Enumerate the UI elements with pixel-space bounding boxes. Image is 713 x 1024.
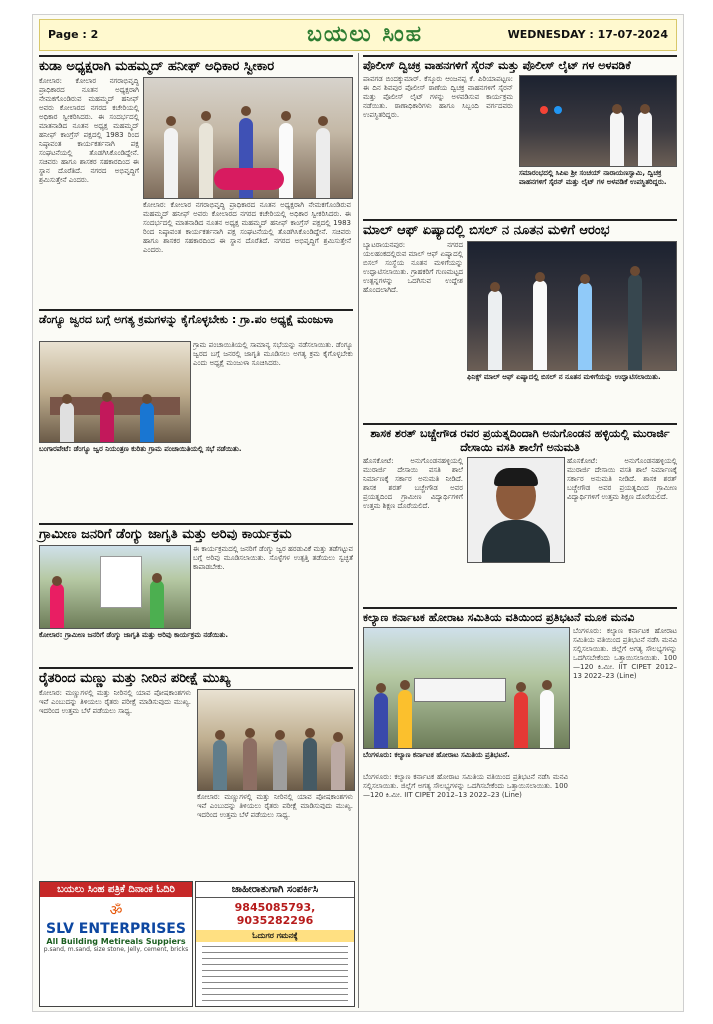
article-headline: ಶಾಸಕ ಶರತ್ ಬಚ್ಚೇಗೌಡ ರವರ ಪ್ರಯತ್ನದಿಂದಾಗಿ ಅನುಗೊಂಡನ ಹಳ್ಳಿಯಲ್ಲಿ ಮುರಾರ್ಜಿ ದೇಸಾಯಿ ವಸತಿ ಶಾಲೆಗೆ ಅನುಮತಿ bbox=[363, 423, 677, 455]
article-headline: ರೈತರಿಂದ ಮಣ್ಣು ಮತ್ತು ನೀರಿನ ಪರೀಕ್ಷೆ ಮುಖ್ಯ bbox=[39, 667, 353, 687]
photo-caption: ಬೆಂಗಳೂರು: ಕಲ್ಯಾಣ ಕರ್ನಾಟಕ ಹೋರಾಟ ಸಮಿತಿಯ ಪ್ರತಿಭಟನೆ. bbox=[363, 751, 510, 759]
article-kuda bbox=[39, 55, 353, 305]
newspaper-page bbox=[32, 14, 684, 1012]
article-photo bbox=[467, 241, 677, 371]
photo-caption: ಬಂಗಾರಪೇಟೆ: ಡೆಂಗ್ಯೂ ಜ್ವರ ನಿಯಂತ್ರಣ ಕುರಿತು ಗ್ರಾಮ ಪಂಚಾಯಿತಿಯಲ್ಲಿ ಸಭೆ ನಡೆಯಿತು. bbox=[39, 445, 242, 453]
contact-phone: 9845085793, 9035282296 bbox=[234, 901, 316, 927]
article-headline: ಕಲ್ಯಾಣ ಕರ್ನಾಟಕ ಹೋರಾಟ ಸಮಿತಿಯ ವತಿಯಿಂದ ಪ್ರತಿಭಟನೆ ಮೂಕ ಮನವಿ bbox=[363, 607, 677, 625]
article-headline: ಗ್ರಾಮೀಣ ಜನರಿಗೆ ಡೆಂಗ್ಯು ಜಾಗೃತಿ ಮತ್ತು ಅರಿವು ಕಾರ್ಯಕ್ರಮ bbox=[39, 523, 353, 543]
ad-tagline: p.sand, m.sand, size stone, Jelly, cement, bricks bbox=[43, 946, 189, 953]
article-body: ಹೊಸಕೋಟೆ: ಅನುಗೊಂಡನಹಳ್ಳಿಯಲ್ಲಿ ಮುರಾರ್ಜಿ ದೇಸಾಯಿ ವಸತಿ ಶಾಲೆ ನಿರ್ಮಾಣಕ್ಕೆ ಸರ್ಕಾರ ಅನುಮತಿ ನೀಡಿದೆ. ಶಾಸಕ ಶರತ್ ಬಚ್ಚೇಗೌಡ ಅವರ ಪ್ರಯತ್ನದಿಂದ ಗ್ರಾಮೀಣ ವಿದ್ಯಾರ್ಥಿಗಳಿಗೆ ಉತ್ತಮ ಶಿಕ್ಷಣ ದೊರೆಯಲಿದೆ. bbox=[363, 457, 463, 510]
article-photo bbox=[39, 341, 191, 443]
article-police-siren bbox=[363, 55, 677, 215]
issue-date: WEDNESDAY : 17-07-2024 bbox=[507, 28, 668, 41]
article-body-side: ಬೆಂಗಳೂರು: ಕಲ್ಯಾಣ ಕರ್ನಾಟಕ ಹೋರಾಟ ಸಮಿತಿಯ ವತಿಯಿಂದ ಪ್ರತಿಭಟನೆ ನಡೆಸಿ ಮನವಿ ಸಲ್ಲಿಸಲಾಯಿತು. ಜಿಲ್ಲೆಗೆ ಅಗತ್ಯ ಸೌಲಭ್ಯಗಳನ್ನು ಒದಗಿಸಬೇಕೆಂದು ಒತ್ತಾಯಿಸಲಾಯಿತು. 100—120 ಕಿ.ಮೀ. IIT CIPET 2012–13 2022–23 (Line) bbox=[573, 627, 677, 680]
article-photo bbox=[519, 75, 677, 167]
notice-text-lines bbox=[202, 946, 348, 1006]
article-headline: ಡೆಂಗ್ಯೂ ಜ್ವರದ ಬಗ್ಗೆ ಅಗತ್ಯ ಕ್ರಮಗಳನ್ನು ಕೈಗೊಳ್ಳಬೇಕು : ಗ್ರಾ.ಪಂ ಅಧ್ಯಕ್ಷೆ ಮಂಜುಳಾ bbox=[39, 309, 353, 327]
article-photo bbox=[143, 77, 353, 199]
ad-company-name: SLV ENTERPRISES bbox=[46, 921, 186, 937]
article-body: ಬ್ಯಾಟರಾಯನಪುರ: ನಗರದ ಯಲಹಂಕದಲ್ಲಿರುವ ಮಾಲ್ ಆಫ್ ಏಷ್ಯಾದಲ್ಲಿ ಬಿಸಲ್ ಸಂಸ್ಥೆಯ ನೂತನ ಮಳಿಗೆಯನ್ನು ಉದ್ಘಾಟಿಸಲಾಯಿತು. ಗ್ರಾಹಕರಿಗೆ ಗುಣಮಟ್ಟದ ಉತ್ಪನ್ನಗಳನ್ನು ಒದಗಿಸುವ ಉದ್ದೇಶ ಹೊಂದಲಾಗಿದೆ. bbox=[363, 241, 463, 294]
article-kalyana-karnataka bbox=[363, 607, 677, 1007]
article-photo bbox=[363, 627, 570, 749]
article-soil-test bbox=[39, 667, 353, 877]
contact-ad bbox=[195, 881, 355, 1007]
om-icon: ॐ bbox=[109, 903, 123, 919]
article-body: ಕೋಲಾರ: ಮಣ್ಣುಗಳಲ್ಲಿ ಮತ್ತು ನೀರಿನಲ್ಲಿ ಯಾವ ಪೋಷಕಾಂಶಗಳು ಇವೆ ಎಂಬುದನ್ನು ತಿಳಿಯಲು ರೈತರು ಪರೀಕ್ಷೆ ಮಾಡಿಸುವುದು ಮುಖ್ಯ. ಇದರಿಂದ ಉತ್ತಮ ಬೆಳೆ ಪಡೆಯಲು ಸಾಧ್ಯ. bbox=[39, 689, 191, 715]
article-photo bbox=[39, 545, 191, 629]
article-body-continued: ಹೊಸಕೋಟೆ: ಅನುಗೊಂಡನಹಳ್ಳಿಯಲ್ಲಿ ಮುರಾರ್ಜಿ ದೇಸಾಯಿ ವಸತಿ ಶಾಲೆ ನಿರ್ಮಾಣಕ್ಕೆ ಸರ್ಕಾರ ಅನುಮತಿ ನೀಡಿದೆ. ಶಾಸಕ ಶರತ್ ಬಚ್ಚೇಗೌಡ ಅವರ ಪ್ರಯತ್ನದಿಂದ ಗ್ರಾಮೀಣ ವಿದ್ಯಾರ್ಥಿಗಳಿಗೆ ಉತ್ತಮ ಶಿಕ್ಷಣ ದೊರೆಯಲಿದೆ. bbox=[567, 457, 677, 501]
newspaper-title: ಬಯಲು ಸಿಂಹ bbox=[306, 22, 424, 47]
article-headline: ಕುಡಾ ಅಧ್ಯಕ್ಷರಾಗಿ ಮಹಮ್ಮದ್ ಹನೀಫ್ ಅಧಿಕಾರ ಸ್ವೀಕಾರ bbox=[39, 55, 353, 75]
article-body: ಈ ಕಾರ್ಯಕ್ರಮದಲ್ಲಿ ಜನರಿಗೆ ಡೆಂಗ್ಯು ಜ್ವರ ಹರಡುವಿಕೆ ಮತ್ತು ತಡೆಗಟ್ಟುವ ಬಗ್ಗೆ ಅರಿವು ಮೂಡಿಸಲಾಯಿತು. ಸೊಳ್ಳೆಗಳ ಉತ್ಪತ್ತಿ ತಡೆಯಲು ಸ್ವಚ್ಛತೆ ಕಾಪಾಡಬೇಕು. bbox=[193, 545, 353, 571]
article-dengue-awareness bbox=[39, 523, 353, 663]
slv-enterprises-ad bbox=[39, 881, 193, 1007]
article-body: ಕೋಲಾರ: ಕೋಲಾರ ನಗರಾಭಿವೃದ್ಧಿ ಪ್ರಾಧಿಕಾರದ ನೂತನ ಅಧ್ಯಕ್ಷರಾಗಿ ನೇಮಕಗೊಂಡಿರುವ ಮಹಮ್ಮದ್ ಹನೀಫ್ ಅವರು ಕೋಲಾರದ ನಗರದ ಕಚೇರಿಯಲ್ಲಿ ಅಧಿಕಾರ ಸ್ವೀಕರಿಸಿದರು. ಈ ಸಂದರ್ಭದಲ್ಲಿ ಮಾತನಾಡಿದ ನೂತನ ಅಧ್ಯಕ್ಷ ಮಹಮ್ಮದ್ ಹನೀಫ್ ಕಾಂಗ್ರೆಸ್ ಪಕ್ಷದಲ್ಲಿ 1983 ರಿಂದ ನಿಷ್ಠಾವಂತ ಕಾರ್ಯಕರ್ತನಾಗಿ ಪಕ್ಷ ಸಂಘಟನೆಯಲ್ಲಿ ತೊಡಗಿಸಿಕೊಂಡಿದ್ದೇನೆ. ಸಚಿವರು ಹಾಗೂ ಶಾಸಕರ ಸಹಕಾರದಿಂದ ಈ ಸ್ಥಾನ ದೊರೆತಿದೆ. ನಗರದ ಅಭಿವೃದ್ಧಿಗೆ ಶ್ರಮಿಸುತ್ತೇನೆ ಎಂದರು. bbox=[39, 77, 139, 184]
ad-subtitle: All Building Metireals Suppiers bbox=[46, 937, 186, 946]
mla-portrait bbox=[467, 457, 565, 563]
photo-caption: ಸಮಾರಂಭದಲ್ಲಿ ಸಿಪಿಐ ಶ್ರೀ ಸಂಚಯ್ ನಾರಾಯಣಸ್ವಾಮಿ, ದ್ವಿಚಕ್ರ ವಾಹನಗಳಿಗೆ ಸೈರನ್ ಮತ್ತು ಲೈಟ್ ಗಳ ಅಳವಡಿಕೆ ಉಪಸ್ಥಿತರಿದ್ದರು. bbox=[519, 169, 667, 186]
article-mall-of-asia bbox=[363, 219, 677, 419]
article-body: ಗ್ರಾಮ ಪಂಚಾಯಿತಿಯಲ್ಲಿ ಸಾಮಾನ್ಯ ಸಭೆಯನ್ನು ನಡೆಸಲಾಯಿತು. ಡೆಂಗ್ಯೂ ಜ್ವರದ ಬಗ್ಗೆ ಜನರಲ್ಲಿ ಜಾಗೃತಿ ಮೂಡಿಸಲು ಅಗತ್ಯ ಕ್ರಮ ಕೈಗೊಳ್ಳಬೇಕು ಎಂದು ಅಧ್ಯಕ್ಷೆ ಮಂಜುಳಾ ಸೂಚಿಸಿದರು. bbox=[193, 341, 353, 367]
article-body: ಪಾವಗಡ ಬಿಂದಕ್ಕುಮಾರ್. ಕೆಸ್ಕೂರು ಆಂಜನಪ್ಪ ಕೆ. ಪಿರಿಯಾಪಟ್ಟಣ: ಈ ದಿನ ಶಿವಪುರ ಪೊಲೀಸ್ ಠಾಣೆಯ ದ್ವಿಚಕ್ರ ವಾಹನಗಳಿಗೆ ಸೈರನ್ ಮತ್ತು ಪೊಲೀಸ್ ಲೈಟ್ ಗಳನ್ನು ಅಳವಡಿಸುವ ಕಾರ್ಯಕ್ರಮ ನಡೆಯಿತು. ಠಾಣಾಧಿಕಾರಿಗಳು ಹಾಗೂ ಸಿಬ್ಬಂದಿ ವರ್ಗದವರು ಉಪಸ್ಥಿತರಿದ್ದರು. bbox=[363, 75, 513, 119]
article-body-continued: ಕೋಲಾರ: ಮಣ್ಣುಗಳಲ್ಲಿ ಮತ್ತು ನೀರಿನಲ್ಲಿ ಯಾವ ಪೋಷಕಾಂಶಗಳು ಇವೆ ಎಂಬುದನ್ನು ತಿಳಿಯಲು ರೈತರು ಪರೀಕ್ಷೆ ಮಾಡಿಸುವುದು ಮುಖ್ಯ. ಇದರಿಂದ ಉತ್ತಮ ಬೆಳೆ ಪಡೆಯಲು ಸಾಧ್ಯ. bbox=[197, 793, 353, 819]
article-mla-school bbox=[363, 423, 677, 603]
page-number: Page : 2 bbox=[48, 28, 99, 41]
column-divider bbox=[358, 53, 359, 1008]
masthead bbox=[39, 19, 677, 51]
article-body-continued: ಕೋಲಾರ: ಕೋಲಾರ ನಗರಾಭಿವೃದ್ಧಿ ಪ್ರಾಧಿಕಾರದ ನೂತನ ಅಧ್ಯಕ್ಷರಾಗಿ ನೇಮಕಗೊಂಡಿರುವ ಮಹಮ್ಮದ್ ಹನೀಫ್ ಅವರು ಕೋಲಾರದ ನಗರದ ಕಚೇರಿಯಲ್ಲಿ ಅಧಿಕಾರ ಸ್ವೀಕರಿಸಿದರು. ಈ ಸಂದರ್ಭದಲ್ಲಿ ಮಾತನಾಡಿದ ನೂತನ ಅಧ್ಯಕ್ಷ ಮಹಮ್ಮದ್ ಹನೀಫ್ ಕಾಂಗ್ರೆಸ್ ಪಕ್ಷದಲ್ಲಿ 1983 ರಿಂದ ನಿಷ್ಠಾವಂತ ಕಾರ್ಯಕರ್ತನಾಗಿ ಪಕ್ಷ ಸಂಘಟನೆಯಲ್ಲಿ ತೊಡಗಿಸಿಕೊಂಡಿದ್ದೇನೆ. ಸಚಿವರು ಹಾಗೂ ಶಾಸಕರ ಸಹಕಾರದಿಂದ ಈ ಸ್ಥಾನ ದೊರೆತಿದೆ. ನಗರದ ಅಭಿವೃದ್ಧಿಗೆ ಶ್ರಮಿಸುತ್ತೇನೆ ಎಂದರು. bbox=[143, 201, 351, 254]
photo-caption: ಕೋಲಾರ: ಗ್ರಾಮೀಣ ಜನರಿಗೆ ಡೆಂಗ್ಯು ಜಾಗೃತಿ ಮತ್ತು ಅರಿವು ಕಾರ್ಯಕ್ರಮ ನಡೆಯಿತು. bbox=[39, 631, 229, 639]
article-headline: ಪೊಲೀಸ್ ದ್ವಿಚಕ್ರ ವಾಹನಗಳಿಗೆ ಸೈರನ್ ಮತ್ತು ಪೊಲೀಸ್ ಲೈಟ್ ಗಳ ಅಳವಡಿಕೆ bbox=[363, 55, 677, 73]
article-headline: ಮಾಲ್ ಆಫ್ ಏಷ್ಯಾದಲ್ಲಿ ಬಿಸಲ್ ನ ನೂತನ ಮಳಿಗೆ ಆರಂಭ bbox=[363, 219, 677, 239]
article-dengue-meeting bbox=[39, 309, 353, 519]
photo-caption: ಫಿನಿಕ್ಸ್ ಮಾಲ್ ಆಫ್ ಏಷ್ಯಾದಲ್ಲಿ ಬಿಸಲ್ ನ ನೂತನ ಮಳಿಗೆಯನ್ನು ಉದ್ಘಾಟಿಸಲಾಯಿತು. bbox=[467, 373, 661, 381]
article-body: ಬೆಂಗಳೂರು: ಕಲ್ಯಾಣ ಕರ್ನಾಟಕ ಹೋರಾಟ ಸಮಿತಿಯ ವತಿಯಿಂದ ಪ್ರತಿಭಟನೆ ನಡೆಸಿ ಮನವಿ ಸಲ್ಲಿಸಲಾಯಿತು. ಜಿಲ್ಲೆಗೆ ಅಗತ್ಯ ಸೌಲಭ್ಯಗಳನ್ನು ಒದಗಿಸಬೇಕೆಂದು ಒತ್ತಾಯಿಸಲಾಯಿತು. 100—120 ಕಿ.ಮೀ. IIT CIPET 2012–13 2022–23 (Line) bbox=[363, 773, 568, 799]
article-photo bbox=[197, 689, 355, 791]
notice-title: ಓದುಗರ ಗಮನಕ್ಕೆ bbox=[196, 930, 354, 942]
ad-header: ಬಯಲು ಸಿಂಹ ಪತ್ರಿಕೆ ದಿನಾಂಕ ಓದಿರಿ bbox=[40, 882, 192, 897]
contact-title: ಜಾಹೀರಾತುಗಾಗಿ ಸಂಪರ್ಕಿಸಿ bbox=[196, 882, 354, 898]
